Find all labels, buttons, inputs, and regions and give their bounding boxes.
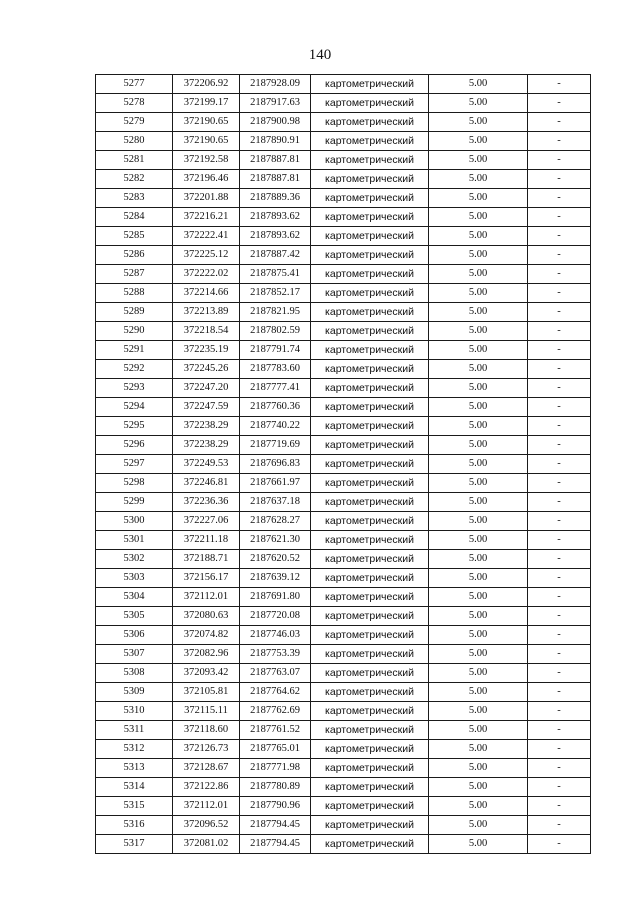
method-cell: картометрический	[311, 493, 429, 512]
table-row	[96, 835, 591, 854]
accuracy-cell: 5.00	[429, 379, 528, 398]
method-cell: картометрический	[311, 398, 429, 417]
description-cell: -	[528, 474, 591, 493]
x-coordinate-cell: 372222.41	[173, 227, 240, 246]
table-row	[96, 702, 591, 721]
point-number-cell: 5292	[96, 360, 173, 379]
y-coordinate-cell: 2187780.89	[240, 778, 311, 797]
accuracy-cell: 5.00	[429, 284, 528, 303]
table-row	[96, 569, 591, 588]
description-cell: -	[528, 512, 591, 531]
y-coordinate-cell: 2187740.22	[240, 417, 311, 436]
y-coordinate-cell: 2187628.27	[240, 512, 311, 531]
x-coordinate-cell: 372096.52	[173, 816, 240, 835]
method-cell: картометрический	[311, 417, 429, 436]
x-coordinate-cell: 372201.88	[173, 189, 240, 208]
accuracy-cell: 5.00	[429, 550, 528, 569]
table-row	[96, 588, 591, 607]
table-row	[96, 265, 591, 284]
y-coordinate-cell: 2187900.98	[240, 113, 311, 132]
description-cell: -	[528, 645, 591, 664]
x-coordinate-cell: 372112.01	[173, 588, 240, 607]
x-coordinate-cell: 372192.58	[173, 151, 240, 170]
y-coordinate-cell: 2187762.69	[240, 702, 311, 721]
accuracy-cell: 5.00	[429, 569, 528, 588]
table-row	[96, 398, 591, 417]
y-coordinate-cell: 2187802.59	[240, 322, 311, 341]
description-cell: -	[528, 702, 591, 721]
description-cell: -	[528, 588, 591, 607]
table-row	[96, 493, 591, 512]
description-cell: -	[528, 816, 591, 835]
method-cell: картометрический	[311, 797, 429, 816]
point-number-cell: 5295	[96, 417, 173, 436]
description-cell: -	[528, 398, 591, 417]
table-row	[96, 645, 591, 664]
x-coordinate-cell: 372225.12	[173, 246, 240, 265]
x-coordinate-cell: 372188.71	[173, 550, 240, 569]
description-cell: -	[528, 664, 591, 683]
table-row	[96, 170, 591, 189]
point-number-cell: 5284	[96, 208, 173, 227]
method-cell: картометрический	[311, 550, 429, 569]
table-row	[96, 151, 591, 170]
point-number-cell: 5282	[96, 170, 173, 189]
description-cell: -	[528, 341, 591, 360]
y-coordinate-cell: 2187771.98	[240, 759, 311, 778]
description-cell: -	[528, 246, 591, 265]
coordinates-table-body	[96, 75, 591, 854]
table-row	[96, 759, 591, 778]
y-coordinate-cell: 2187852.17	[240, 284, 311, 303]
table-row	[96, 379, 591, 398]
method-cell: картометрический	[311, 740, 429, 759]
y-coordinate-cell: 2187783.60	[240, 360, 311, 379]
x-coordinate-cell: 372196.46	[173, 170, 240, 189]
description-cell: -	[528, 550, 591, 569]
table-row	[96, 607, 591, 626]
accuracy-cell: 5.00	[429, 265, 528, 284]
method-cell: картометрический	[311, 379, 429, 398]
y-coordinate-cell: 2187746.03	[240, 626, 311, 645]
method-cell: картометрический	[311, 759, 429, 778]
description-cell: -	[528, 569, 591, 588]
accuracy-cell: 5.00	[429, 94, 528, 113]
x-coordinate-cell: 372218.54	[173, 322, 240, 341]
y-coordinate-cell: 2187763.07	[240, 664, 311, 683]
point-number-cell: 5283	[96, 189, 173, 208]
y-coordinate-cell: 2187890.91	[240, 132, 311, 151]
table-row	[96, 227, 591, 246]
point-number-cell: 5293	[96, 379, 173, 398]
method-cell: картометрический	[311, 189, 429, 208]
method-cell: картометрический	[311, 702, 429, 721]
description-cell: -	[528, 740, 591, 759]
table-row	[96, 778, 591, 797]
method-cell: картометрический	[311, 436, 429, 455]
point-number-cell: 5306	[96, 626, 173, 645]
point-number-cell: 5296	[96, 436, 173, 455]
accuracy-cell: 5.00	[429, 493, 528, 512]
point-number-cell: 5308	[96, 664, 173, 683]
x-coordinate-cell: 372074.82	[173, 626, 240, 645]
accuracy-cell: 5.00	[429, 626, 528, 645]
accuracy-cell: 5.00	[429, 132, 528, 151]
description-cell: -	[528, 417, 591, 436]
x-coordinate-cell: 372238.29	[173, 436, 240, 455]
y-coordinate-cell: 2187761.52	[240, 721, 311, 740]
y-coordinate-cell: 2187791.74	[240, 341, 311, 360]
description-cell: -	[528, 493, 591, 512]
accuracy-cell: 5.00	[429, 645, 528, 664]
x-coordinate-cell: 372235.19	[173, 341, 240, 360]
y-coordinate-cell: 2187887.42	[240, 246, 311, 265]
accuracy-cell: 5.00	[429, 322, 528, 341]
table-row	[96, 455, 591, 474]
method-cell: картометрический	[311, 721, 429, 740]
x-coordinate-cell: 372211.18	[173, 531, 240, 550]
point-number-cell: 5288	[96, 284, 173, 303]
accuracy-cell: 5.00	[429, 170, 528, 189]
y-coordinate-cell: 2187794.45	[240, 835, 311, 854]
accuracy-cell: 5.00	[429, 303, 528, 322]
method-cell: картометрический	[311, 170, 429, 189]
method-cell: картометрический	[311, 322, 429, 341]
point-number-cell: 5309	[96, 683, 173, 702]
point-number-cell: 5300	[96, 512, 173, 531]
coordinates-table	[95, 74, 591, 854]
point-number-cell: 5303	[96, 569, 173, 588]
table-row	[96, 75, 591, 94]
accuracy-cell: 5.00	[429, 816, 528, 835]
point-number-cell: 5280	[96, 132, 173, 151]
page-number: 140	[308, 47, 332, 63]
accuracy-cell: 5.00	[429, 227, 528, 246]
point-number-cell: 5286	[96, 246, 173, 265]
point-number-cell: 5298	[96, 474, 173, 493]
y-coordinate-cell: 2187928.09	[240, 75, 311, 94]
point-number-cell: 5299	[96, 493, 173, 512]
accuracy-cell: 5.00	[429, 721, 528, 740]
table-row	[96, 94, 591, 113]
method-cell: картометрический	[311, 132, 429, 151]
x-coordinate-cell: 372128.67	[173, 759, 240, 778]
accuracy-cell: 5.00	[429, 778, 528, 797]
method-cell: картометрический	[311, 227, 429, 246]
method-cell: картометрический	[311, 284, 429, 303]
y-coordinate-cell: 2187691.80	[240, 588, 311, 607]
point-number-cell: 5289	[96, 303, 173, 322]
table-row	[96, 436, 591, 455]
point-number-cell: 5285	[96, 227, 173, 246]
accuracy-cell: 5.00	[429, 835, 528, 854]
accuracy-cell: 5.00	[429, 208, 528, 227]
point-number-cell: 5278	[96, 94, 173, 113]
x-coordinate-cell: 372216.21	[173, 208, 240, 227]
point-number-cell: 5302	[96, 550, 173, 569]
point-number-cell: 5297	[96, 455, 173, 474]
accuracy-cell: 5.00	[429, 740, 528, 759]
table-row	[96, 816, 591, 835]
table-row	[96, 322, 591, 341]
table-row	[96, 512, 591, 531]
description-cell: -	[528, 360, 591, 379]
y-coordinate-cell: 2187794.45	[240, 816, 311, 835]
method-cell: картометрический	[311, 94, 429, 113]
description-cell: -	[528, 132, 591, 151]
accuracy-cell: 5.00	[429, 341, 528, 360]
table-row	[96, 531, 591, 550]
x-coordinate-cell: 372249.53	[173, 455, 240, 474]
method-cell: картометрический	[311, 588, 429, 607]
method-cell: картометрический	[311, 113, 429, 132]
accuracy-cell: 5.00	[429, 512, 528, 531]
description-cell: -	[528, 151, 591, 170]
accuracy-cell: 5.00	[429, 75, 528, 94]
accuracy-cell: 5.00	[429, 664, 528, 683]
method-cell: картометрический	[311, 778, 429, 797]
description-cell: -	[528, 436, 591, 455]
x-coordinate-cell: 372082.96	[173, 645, 240, 664]
x-coordinate-cell: 372206.92	[173, 75, 240, 94]
method-cell: картометрический	[311, 607, 429, 626]
description-cell: -	[528, 94, 591, 113]
accuracy-cell: 5.00	[429, 360, 528, 379]
method-cell: картометрический	[311, 835, 429, 854]
y-coordinate-cell: 2187790.96	[240, 797, 311, 816]
method-cell: картометрический	[311, 75, 429, 94]
table-row	[96, 797, 591, 816]
y-coordinate-cell: 2187777.41	[240, 379, 311, 398]
table-row	[96, 208, 591, 227]
description-cell: -	[528, 379, 591, 398]
point-number-cell: 5291	[96, 341, 173, 360]
x-coordinate-cell: 372247.59	[173, 398, 240, 417]
x-coordinate-cell: 372080.63	[173, 607, 240, 626]
description-cell: -	[528, 835, 591, 854]
y-coordinate-cell: 2187753.39	[240, 645, 311, 664]
method-cell: картометрический	[311, 683, 429, 702]
x-coordinate-cell: 372093.42	[173, 664, 240, 683]
description-cell: -	[528, 75, 591, 94]
method-cell: картометрический	[311, 474, 429, 493]
description-cell: -	[528, 626, 591, 645]
table-row	[96, 721, 591, 740]
x-coordinate-cell: 372213.89	[173, 303, 240, 322]
table-row	[96, 626, 591, 645]
description-cell: -	[528, 284, 591, 303]
x-coordinate-cell: 372214.66	[173, 284, 240, 303]
x-coordinate-cell: 372105.81	[173, 683, 240, 702]
method-cell: картометрический	[311, 151, 429, 170]
accuracy-cell: 5.00	[429, 474, 528, 493]
table-row	[96, 113, 591, 132]
point-number-cell: 5279	[96, 113, 173, 132]
accuracy-cell: 5.00	[429, 151, 528, 170]
y-coordinate-cell: 2187620.52	[240, 550, 311, 569]
y-coordinate-cell: 2187821.95	[240, 303, 311, 322]
point-number-cell: 5281	[96, 151, 173, 170]
description-cell: -	[528, 778, 591, 797]
x-coordinate-cell: 372081.02	[173, 835, 240, 854]
x-coordinate-cell: 372190.65	[173, 113, 240, 132]
accuracy-cell: 5.00	[429, 417, 528, 436]
method-cell: картометрический	[311, 531, 429, 550]
x-coordinate-cell: 372115.11	[173, 702, 240, 721]
accuracy-cell: 5.00	[429, 607, 528, 626]
method-cell: картометрический	[311, 512, 429, 531]
y-coordinate-cell: 2187661.97	[240, 474, 311, 493]
y-coordinate-cell: 2187637.18	[240, 493, 311, 512]
point-number-cell: 5294	[96, 398, 173, 417]
method-cell: картометрический	[311, 645, 429, 664]
description-cell: -	[528, 227, 591, 246]
description-cell: -	[528, 265, 591, 284]
description-cell: -	[528, 683, 591, 702]
x-coordinate-cell: 372126.73	[173, 740, 240, 759]
table-row	[96, 683, 591, 702]
point-number-cell: 5314	[96, 778, 173, 797]
x-coordinate-cell: 372156.17	[173, 569, 240, 588]
y-coordinate-cell: 2187719.69	[240, 436, 311, 455]
y-coordinate-cell: 2187875.41	[240, 265, 311, 284]
description-cell: -	[528, 759, 591, 778]
point-number-cell: 5277	[96, 75, 173, 94]
description-cell: -	[528, 607, 591, 626]
table-row	[96, 740, 591, 759]
point-number-cell: 5317	[96, 835, 173, 854]
table-row	[96, 664, 591, 683]
table-row	[96, 341, 591, 360]
method-cell: картометрический	[311, 455, 429, 474]
y-coordinate-cell: 2187893.62	[240, 208, 311, 227]
point-number-cell: 5310	[96, 702, 173, 721]
method-cell: картометрический	[311, 265, 429, 284]
table-row	[96, 189, 591, 208]
x-coordinate-cell: 372236.36	[173, 493, 240, 512]
table-row	[96, 246, 591, 265]
table-row	[96, 474, 591, 493]
table-row	[96, 360, 591, 379]
point-number-cell: 5316	[96, 816, 173, 835]
y-coordinate-cell: 2187764.62	[240, 683, 311, 702]
table-row	[96, 132, 591, 151]
accuracy-cell: 5.00	[429, 531, 528, 550]
y-coordinate-cell: 2187889.36	[240, 189, 311, 208]
method-cell: картометрический	[311, 208, 429, 227]
method-cell: картометрический	[311, 360, 429, 379]
y-coordinate-cell: 2187760.36	[240, 398, 311, 417]
accuracy-cell: 5.00	[429, 702, 528, 721]
accuracy-cell: 5.00	[429, 189, 528, 208]
accuracy-cell: 5.00	[429, 436, 528, 455]
x-coordinate-cell: 372227.06	[173, 512, 240, 531]
accuracy-cell: 5.00	[429, 588, 528, 607]
y-coordinate-cell: 2187621.30	[240, 531, 311, 550]
point-number-cell: 5312	[96, 740, 173, 759]
table-row	[96, 303, 591, 322]
description-cell: -	[528, 113, 591, 132]
point-number-cell: 5287	[96, 265, 173, 284]
x-coordinate-cell: 372190.65	[173, 132, 240, 151]
table-row	[96, 550, 591, 569]
table-row	[96, 284, 591, 303]
x-coordinate-cell: 372122.86	[173, 778, 240, 797]
point-number-cell: 5315	[96, 797, 173, 816]
y-coordinate-cell: 2187893.62	[240, 227, 311, 246]
accuracy-cell: 5.00	[429, 455, 528, 474]
y-coordinate-cell: 2187887.81	[240, 170, 311, 189]
x-coordinate-cell: 372112.01	[173, 797, 240, 816]
method-cell: картометрический	[311, 569, 429, 588]
point-number-cell: 5290	[96, 322, 173, 341]
x-coordinate-cell: 372118.60	[173, 721, 240, 740]
accuracy-cell: 5.00	[429, 797, 528, 816]
method-cell: картометрический	[311, 626, 429, 645]
y-coordinate-cell: 2187720.08	[240, 607, 311, 626]
x-coordinate-cell: 372199.17	[173, 94, 240, 113]
x-coordinate-cell: 372246.81	[173, 474, 240, 493]
description-cell: -	[528, 189, 591, 208]
accuracy-cell: 5.00	[429, 683, 528, 702]
description-cell: -	[528, 170, 591, 189]
x-coordinate-cell: 372245.26	[173, 360, 240, 379]
y-coordinate-cell: 2187696.83	[240, 455, 311, 474]
description-cell: -	[528, 531, 591, 550]
x-coordinate-cell: 372247.20	[173, 379, 240, 398]
y-coordinate-cell: 2187917.63	[240, 94, 311, 113]
description-cell: -	[528, 721, 591, 740]
description-cell: -	[528, 322, 591, 341]
accuracy-cell: 5.00	[429, 113, 528, 132]
y-coordinate-cell: 2187639.12	[240, 569, 311, 588]
accuracy-cell: 5.00	[429, 398, 528, 417]
x-coordinate-cell: 372222.02	[173, 265, 240, 284]
method-cell: картометрический	[311, 303, 429, 322]
point-number-cell: 5305	[96, 607, 173, 626]
method-cell: картометрический	[311, 816, 429, 835]
x-coordinate-cell: 372238.29	[173, 417, 240, 436]
point-number-cell: 5311	[96, 721, 173, 740]
description-cell: -	[528, 208, 591, 227]
method-cell: картометрический	[311, 341, 429, 360]
description-cell: -	[528, 303, 591, 322]
description-cell: -	[528, 797, 591, 816]
method-cell: картометрический	[311, 246, 429, 265]
y-coordinate-cell: 2187765.01	[240, 740, 311, 759]
description-cell: -	[528, 455, 591, 474]
point-number-cell: 5313	[96, 759, 173, 778]
point-number-cell: 5301	[96, 531, 173, 550]
point-number-cell: 5304	[96, 588, 173, 607]
point-number-cell: 5307	[96, 645, 173, 664]
accuracy-cell: 5.00	[429, 759, 528, 778]
y-coordinate-cell: 2187887.81	[240, 151, 311, 170]
table-row	[96, 417, 591, 436]
accuracy-cell: 5.00	[429, 246, 528, 265]
method-cell: картометрический	[311, 664, 429, 683]
